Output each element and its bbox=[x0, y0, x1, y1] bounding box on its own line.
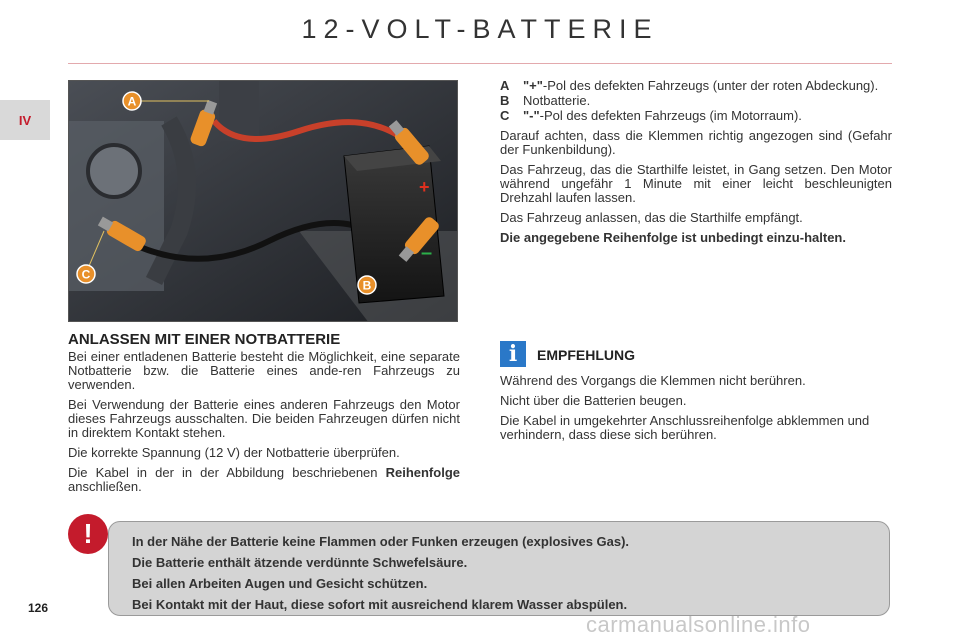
info-body bbox=[500, 374, 892, 448]
legend-bold: "-" bbox=[523, 108, 540, 123]
step-order-note: Die angegebene Reihenfolge ist unbedingt einzu-halten. bbox=[500, 230, 846, 245]
step-paragraph: Darauf achten, dass die Klemmen richtig angezogen sind (Gefahr der Funkenbildung). bbox=[500, 128, 892, 157]
callout-a-label: A bbox=[127, 94, 137, 109]
legend-row-b bbox=[500, 94, 892, 108]
watermark: carmanualsonline.info bbox=[586, 612, 811, 637]
body-paragraph: Bei einer entladenen Batterie besteht die Möglichkeit, eine separate Notbatterie bzw. die Batterie eines ande-ren Fahrzeugs zu verwenden. bbox=[68, 349, 460, 392]
section-heading: ANLASSEN MIT EINER NOTBATTERIE bbox=[68, 331, 341, 348]
body-paragraph bbox=[68, 466, 460, 494]
legend-key: C bbox=[500, 108, 510, 123]
body-bold: Reihenfolge bbox=[385, 465, 460, 480]
warning-icon: ! bbox=[68, 514, 108, 554]
callout-c-label: C bbox=[81, 267, 91, 282]
title-divider bbox=[68, 63, 892, 64]
legend-and-steps bbox=[500, 79, 892, 251]
engine-cap bbox=[88, 145, 140, 197]
callout-b-label: B bbox=[362, 278, 372, 293]
info-icon: i bbox=[500, 341, 526, 367]
legend-desc: Notbatterie. bbox=[523, 93, 591, 108]
legend-key: B bbox=[500, 93, 510, 108]
page-title: 12-VOLT-BATTERIE bbox=[301, 14, 659, 44]
info-paragraph: Während des Vorgangs die Klemmen nicht berühren. bbox=[500, 373, 806, 388]
body-paragraph: Die korrekte Spannung (12 V) der Notbatterie überprüfen. bbox=[68, 445, 400, 460]
chapter-tab[interactable]: IV bbox=[0, 100, 50, 140]
legend-row-c bbox=[500, 109, 892, 123]
page-number: 126 bbox=[28, 601, 49, 615]
jump-start-figure bbox=[68, 80, 458, 322]
legend-text: -Pol des defekten Fahrzeugs (unter der roten Abdeckung). bbox=[542, 78, 879, 93]
callout-a bbox=[123, 92, 141, 110]
legend-bold: "+" bbox=[523, 78, 543, 93]
warning-line: Die Batterie enthält ätzende verdünnte Schwefelsäure. bbox=[132, 555, 468, 570]
body-text: anschließen. bbox=[68, 479, 142, 494]
body-paragraph: Bei Verwendung der Batterie eines anderen Fahrzeugs den Motor dieses Fahrzeugs ausschalten. Die beiden Fahrzeugen dürfen nicht in direktem Kontakt stehen. bbox=[68, 397, 460, 440]
info-paragraph: Nicht über die Batterien beugen. bbox=[500, 393, 687, 408]
legend-row-a bbox=[500, 79, 892, 93]
legend-desc bbox=[523, 109, 892, 123]
legend-text: -Pol des defekten Fahrzeugs (im Motorraum). bbox=[539, 108, 802, 123]
body-text: Die Kabel in der in der Abbildung beschriebenen bbox=[68, 465, 378, 480]
legend-desc bbox=[523, 79, 892, 93]
warning-line: In der Nähe der Batterie keine Flammen oder Funken erzeugen (explosives Gas). bbox=[132, 534, 630, 549]
battery-plus-sign: + bbox=[419, 177, 430, 197]
battery-minus-sign: – bbox=[421, 242, 433, 264]
section-body bbox=[68, 350, 460, 500]
warning-line: Bei allen Arbeiten Augen und Gesicht schützen. bbox=[132, 576, 428, 591]
step-paragraph: Das Fahrzeug, das die Starthilfe leistet, in Gang setzen. Den Motor während ungefähr 1 Minute mit einer leicht beschleunigten Drehzahl laufen lassen. bbox=[500, 162, 892, 205]
warning-text bbox=[132, 534, 872, 618]
legend-key: A bbox=[500, 78, 510, 93]
info-heading: EMPFEHLUNG bbox=[537, 347, 635, 363]
callout-b bbox=[358, 276, 376, 294]
warning-line: Bei Kontakt mit der Haut, diese sofort mit ausreichend klarem Wasser abspülen. bbox=[132, 597, 628, 612]
step-paragraph: Das Fahrzeug anlassen, das die Starthilfe empfängt. bbox=[500, 210, 803, 225]
info-paragraph: Die Kabel in umgekehrter Anschlussreihenfolge abklemmen und verhindern, dass diese sich berühren. bbox=[500, 413, 870, 442]
callout-c bbox=[77, 265, 95, 283]
